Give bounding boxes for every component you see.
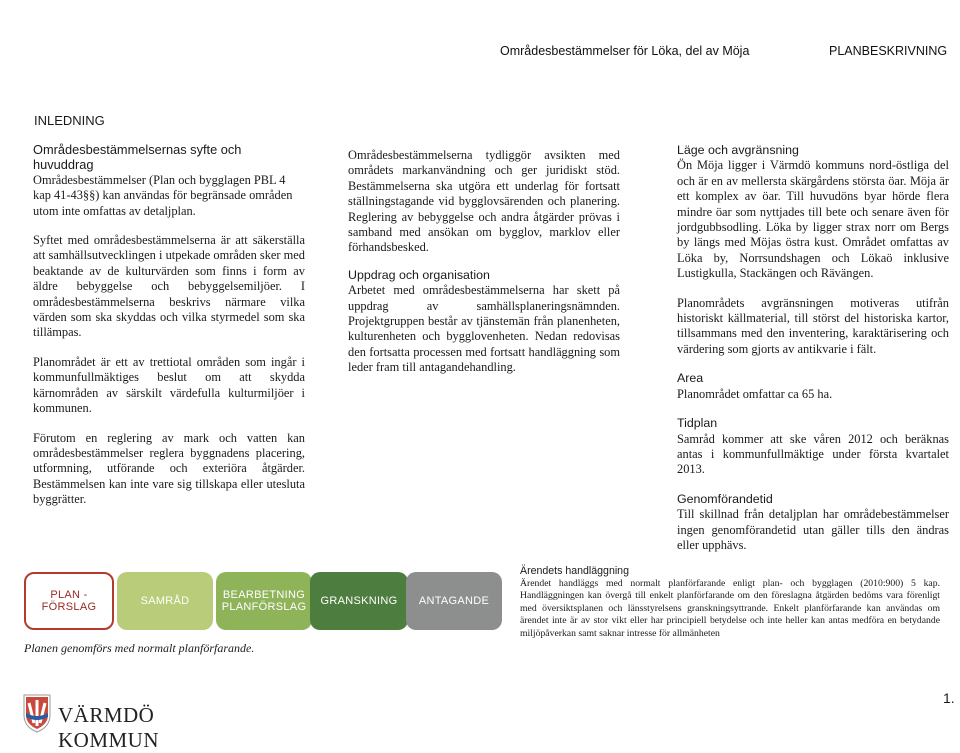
- column-right: [677, 143, 949, 567]
- implementation-heading: Genomförandetid: [677, 491, 773, 506]
- document-type: PLANBESKRIVNING: [829, 44, 948, 58]
- column-left: [33, 142, 305, 522]
- page-number: 1.: [943, 690, 955, 706]
- implementation-paragraph: [677, 492, 949, 554]
- purpose-text: Områdesbestämmelser (Plan och bygglagen PBL 4 kap 41-43§§) kan användas för begränsade områden utom inte omfattas av detaljplan.: [33, 172, 293, 218]
- step-consultation-label: SAMRÅD: [140, 594, 190, 607]
- assignment-heading: Uppdrag och organisation: [348, 267, 490, 282]
- step-revision: [216, 572, 312, 630]
- aim-paragraph: Syftet med områdesbestämmelserna är att säkerställa att samhällsutvecklingen i utpekade områden sker med beaktande av de kulturvärden som finns i form av äldre bebyggelse och bebyggelsemiljöer. I områdesbestämmelserna beskrivs närmare vilka värden som ska skyddas och vilka styrmedel som ska tillämpas.: [33, 233, 305, 340]
- location-paragraph: [677, 143, 949, 282]
- case-handling-text: Ärendet handläggs med normalt planförfarande enligt plan- och bygglagen (2010:900) 5 kap. Handläggningen kan övergå till enkelt planförfarande om den föreslagna åtgärden bedöms vara förenligt med översiktsplanen och länsstyrelsens granskningsyttrande. Enkelt planförfarande kan användas om ärendet inte är av stor vikt eller har principiell betydelse och inte heller kan antas medföra en betydande miljöpåverkan samt saknar intresse för allmänheten: [520, 578, 940, 639]
- plan-process-flow: [24, 572, 504, 634]
- timeplan-paragraph: [677, 416, 949, 478]
- clarity-paragraph: Områdesbestämmelserna tydliggör avsikten med områdets markanvändning och ger juridiskt stöd. Bestämmelserna ska utgöra ett underlag för fortsatt ställningstagande vid bygglovsärenden och planering. Reglering av bebyggelse och andra åtgärder prövas i samband med ansökan om bygglov, marklov eller förhandsbesked.: [348, 148, 620, 255]
- purpose-heading: Områdesbestämmelsernas syfte och huvuddrag: [33, 142, 242, 173]
- assignment-text: Arbetet med områdesbestämmelserna har skett på uppdrag av samhällsplaneringsnämnden. Projektgruppen består av tjänstemän från planenheten, kulturenheten och bygglovenheten. Nedan redovisas den fortsatta processen med fortsatt handläggning som leder fram till antagandehandling.: [348, 283, 620, 375]
- timeplan-text: Samråd kommer att ske våren 2012 och beräknas antas i kommunfullmäktige under första kvartalet 2013.: [677, 431, 949, 477]
- process-caption: Planen genomförs med normalt planförfarande.: [24, 641, 255, 655]
- regulation-paragraph: Förutom en reglering av mark och vatten kan områdesbestämmelser reglera byggnadens placering, utformning, utförande och exteriöra åtgärder. Bestämmelsen kan inte vare sig tillskapa eller utesluta byggrätter.: [33, 430, 305, 507]
- area-paragraph: [677, 371, 949, 402]
- purpose-paragraph: [33, 142, 305, 219]
- assignment-paragraph: [348, 268, 620, 376]
- location-heading: Läge och avgränsning: [677, 143, 799, 157]
- municipality-name: VÄRMDÖ KOMMUN: [58, 703, 160, 752]
- step-adoption-label: ANTAGANDE: [418, 594, 490, 607]
- step-plan-proposal-label: PLAN - FÖRSLAG: [41, 588, 97, 613]
- timeplan-heading: Tidplan: [677, 416, 718, 431]
- step-review: [310, 572, 408, 630]
- section-title: INLEDNING: [34, 113, 105, 128]
- boundary-paragraph: Planområdets avgränsningen motiveras utifrån historiskt källmaterial, till störst del historiska kartor, tillsammans med den inventering, karaktärisering och värdering som gjorts av antikvarie i fält.: [677, 295, 949, 356]
- coat-of-arms-icon: [22, 693, 52, 733]
- step-adoption: [406, 572, 502, 630]
- area-heading: Area: [677, 371, 704, 386]
- step-revision-label: BEARBETNING PLANFÖRSLAG: [221, 588, 307, 613]
- planarea-paragraph: Planområdet är ett av trettiotal områden som ingår i kommunfullmäktiges beslut om att skydda kärnområden av särskilt värdefulla kulturmiljöer i kommunen.: [33, 354, 305, 416]
- case-handling-heading: Ärendets handläggning: [520, 565, 629, 577]
- document-title: Områdesbestämmelser för Löka, del av Möja: [500, 44, 750, 58]
- area-text: Planområdet omfattar ca 65 ha.: [677, 386, 833, 401]
- location-text: Ön Möja ligger i Värmdö kommuns nord-östliga del och är en av mellersta skärgårdens största öar. Möja är ett komplex av öar. Till huvudöns byar hörde flera mindre öar som nyttjades till bete och senare även för jordgubbsodling. Löka by ligger strax norr om Bergs by längs med Möjas östra kust. Området omfattas av Löka by, Norrsundshagen och Lökaö inklusive Lustigkulla, Stackängen och Rävängen.: [677, 158, 949, 281]
- step-plan-proposal: [24, 572, 114, 630]
- column-middle: [348, 148, 620, 390]
- municipality-logo: [22, 693, 232, 752]
- implementation-text: Till skillnad från detaljplan har områdebestämmelser ingen genomförandetid utan gäller tills den ändras eller upphävs.: [677, 507, 949, 552]
- step-review-label: GRANSKNING: [320, 594, 398, 607]
- step-consultation: [117, 572, 213, 630]
